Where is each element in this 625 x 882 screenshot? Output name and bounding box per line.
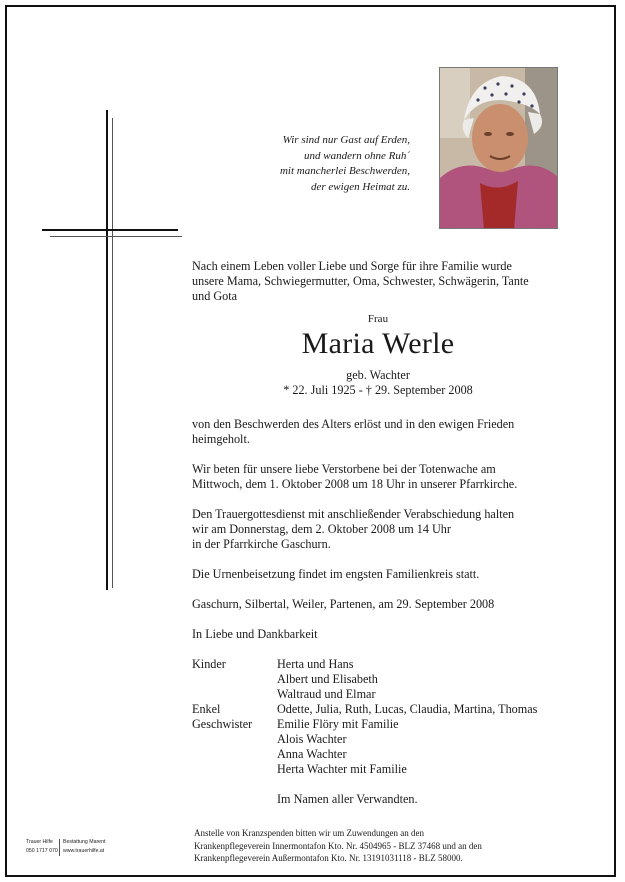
text-line: Anstelle von Kranzspenden bitten wir um Zuwendungen an den — [194, 828, 424, 838]
text-line: und Gota — [192, 289, 238, 303]
donation-note — [194, 827, 482, 865]
text-line: Nach einem Leben voller Liebe und Sorge für ihre Familie wurde — [192, 259, 512, 273]
text-line: Den Trauergottesdienst mit anschließender Verabschiedung halten — [192, 507, 515, 521]
text-line: Krankenpflegeverein Außermontafon Kto. Nr. 13191031118 - BLZ 58000. — [194, 853, 463, 863]
text-line: wir am Donnerstag, dem 2. Oktober 2008 um 14 Uhr — [192, 522, 451, 536]
list-item: Waltraud und Elmar — [277, 687, 376, 701]
text-line: in der Pfarrkirche Gaschurn. — [192, 537, 331, 551]
logo-phone: 050 1717 070 — [26, 848, 58, 854]
paragraph-release — [192, 417, 514, 447]
intro-text — [192, 259, 529, 304]
poem-line: mit mancherlei Beschwerden, — [279, 165, 410, 177]
list-enkel — [277, 702, 537, 717]
closing-love — [192, 627, 318, 642]
text-line: Die Urnenbeisetzung findet im engsten Familienkreis statt. — [192, 567, 480, 581]
list-item: Herta Wachter mit Familie — [277, 762, 407, 776]
label-geschwister: Geschwister — [192, 717, 253, 731]
place-date-line — [192, 597, 494, 612]
list-kinder — [277, 657, 378, 702]
text-line: Mittwoch, dem 1. Oktober 2008 um 18 Uhr in unserer Pfarrkirche. — [192, 477, 518, 491]
funeral-home-logo — [26, 838, 121, 860]
list-item: Albert und Elisabeth — [277, 672, 378, 686]
text-line: Wir beten für unsere liebe Verstorbene bei der Totenwache am — [192, 462, 496, 476]
poem-line: der ewigen Heimat zu. — [311, 180, 410, 193]
deceased-name: Maria Werle — [301, 327, 455, 360]
list-item: Alois Wachter — [277, 732, 347, 746]
text-line: Gaschurn, Silbertal, Weiler, Partenen, am 29. September 2008 — [192, 597, 495, 611]
label-enkel: Enkel — [192, 702, 221, 716]
text-line: unsere Mama, Schwiegermutter, Oma, Schwester, Schwägerin, Tante — [192, 274, 529, 288]
text-line: von den Beschwerden des Alters erlöst und in den ewigen Frieden — [192, 417, 515, 431]
closing-relatives: Im Namen aller Verwandten. — [277, 792, 418, 806]
list-item: Herta und Hans — [277, 657, 354, 671]
poem — [200, 133, 410, 195]
list-geschwister — [277, 717, 407, 777]
text-line: Krankenpflegeverein Innermontafon Kto. Nr. 4504965 - BLZ 37468 und an den — [194, 840, 482, 851]
text-line: heimgeholt. — [192, 432, 250, 446]
portrait-photo — [439, 67, 558, 229]
paragraph-wake — [192, 462, 517, 492]
label-kinder: Kinder — [192, 657, 226, 671]
list-item: Anna Wachter — [277, 747, 347, 761]
salutation: Frau — [367, 313, 389, 325]
poem-line: Wir sind nur Gast auf Erden, — [282, 134, 410, 146]
logo-divider — [59, 839, 60, 856]
paragraph-funeral-service — [192, 507, 514, 552]
paragraph-urn-burial — [192, 567, 479, 582]
poem-line: und wandern ohne Ruh´ — [303, 149, 410, 162]
logo-website: www.trauerhilfe.at — [63, 848, 105, 854]
life-dates: * 22. Juli 1925 - † 29. September 2008 — [283, 383, 473, 397]
text-line: In Liebe und Dankbarkeit — [192, 627, 318, 641]
list-item: Emilie Flöry mit Familie — [277, 717, 399, 731]
logo-text: Trauer Hilfe — [26, 839, 53, 845]
logo-company: Bestattung Marent — [63, 839, 106, 845]
list-item: Odette, Julia, Ruth, Lucas, Claudia, Martina, Thomas — [277, 702, 538, 716]
birth-name: geb. Wachter — [346, 368, 410, 382]
